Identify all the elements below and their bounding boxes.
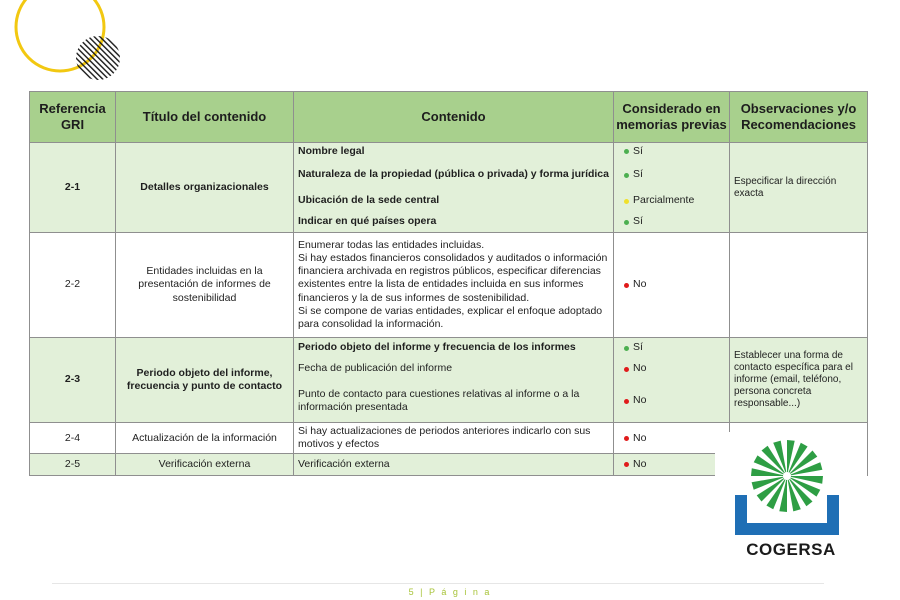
row-title: Actualización de la información bbox=[116, 423, 294, 454]
status-dot-icon bbox=[624, 220, 629, 225]
row-status bbox=[614, 233, 730, 338]
status-label: No bbox=[633, 394, 647, 407]
content-item: Naturaleza de la propiedad (pública o privada) y forma jurídica bbox=[298, 168, 609, 181]
row-status bbox=[614, 143, 730, 233]
row-ref: 2-4 bbox=[30, 423, 116, 454]
row-obs: Especificar la dirección exacta bbox=[730, 143, 868, 233]
row-content bbox=[294, 143, 614, 233]
status-item bbox=[614, 457, 729, 472]
status-dot-icon bbox=[624, 346, 629, 351]
content-line: Si se compone de varias entidades, explicar el enfoque adoptado para consolidad la información. bbox=[298, 304, 603, 330]
status-dot-icon bbox=[624, 283, 629, 288]
status-dot-icon bbox=[624, 173, 629, 178]
cogersa-logo bbox=[715, 432, 867, 562]
status-dot-icon bbox=[624, 399, 629, 404]
status-item bbox=[614, 380, 729, 422]
status-label: No bbox=[633, 431, 647, 444]
row-title: Detalles organizacionales bbox=[116, 143, 294, 233]
logo-wordmark: COGERSA bbox=[746, 540, 836, 559]
status-dot-icon bbox=[624, 367, 629, 372]
row-ref: 2-5 bbox=[30, 454, 116, 476]
status-item bbox=[614, 277, 729, 292]
content-item: Indicar en qué países opera bbox=[298, 215, 437, 228]
table-row bbox=[30, 338, 868, 423]
status-dot-icon bbox=[624, 462, 629, 467]
row-content: Verificación externa bbox=[294, 454, 614, 476]
status-item bbox=[614, 431, 729, 446]
row-status bbox=[614, 423, 730, 454]
status-item bbox=[614, 338, 729, 358]
content-item: Ubicación de la sede central bbox=[298, 194, 440, 207]
status-label: Sí bbox=[633, 215, 643, 228]
table-row bbox=[30, 143, 868, 233]
status-label: No bbox=[633, 278, 647, 291]
status-dot-icon bbox=[624, 436, 629, 441]
row-title: Verificación externa bbox=[116, 454, 294, 476]
row-ref: 2-3 bbox=[30, 338, 116, 423]
content-line: Enumerar todas las entidades incluidas. bbox=[298, 239, 485, 252]
gri-content-table bbox=[29, 91, 868, 476]
content-item: Punto de contacto para cuestiones relativas al informe o a la información presentada bbox=[298, 387, 580, 413]
status-label: Sí bbox=[633, 168, 643, 181]
header-title: Título del contenido bbox=[116, 92, 294, 143]
content-item: Fecha de publicación del informe bbox=[298, 362, 453, 375]
status-item bbox=[614, 143, 729, 160]
row-content bbox=[294, 233, 614, 338]
content-item: Nombre legal bbox=[298, 144, 365, 157]
row-ref: 2-2 bbox=[30, 233, 116, 338]
content-item: Periodo objeto del informe y frecuencia de los informes bbox=[298, 341, 576, 354]
emblem-center bbox=[783, 472, 791, 480]
status-item bbox=[614, 160, 729, 190]
status-label: Sí bbox=[633, 144, 643, 157]
row-status bbox=[614, 338, 730, 423]
header-obs: Observaciones y/o Recomendaciones bbox=[730, 92, 868, 143]
row-title: Periodo objeto del informe, frecuencia y punto de contacto bbox=[116, 338, 294, 423]
status-label: Sí bbox=[633, 341, 643, 354]
row-content: Si hay actualizaciones de periodos anteriores indicarlo con sus motivos y efectos bbox=[294, 423, 614, 454]
cogersa-emblem-icon bbox=[715, 432, 867, 540]
footer-divider bbox=[52, 583, 824, 584]
header-prev: Considerado en memorias previas bbox=[614, 92, 730, 143]
status-label: No bbox=[633, 362, 647, 375]
table-header-row bbox=[30, 92, 868, 143]
header-content: Contenido bbox=[294, 92, 614, 143]
row-ref: 2-1 bbox=[30, 143, 116, 233]
row-title: Entidades incluidas en la presentación de informes de sostenibilidad bbox=[116, 233, 294, 338]
status-item bbox=[614, 358, 729, 380]
status-dot-icon bbox=[624, 149, 629, 154]
row-content bbox=[294, 338, 614, 423]
row-obs bbox=[730, 233, 868, 338]
content-line: Si hay estados financieros consolidados y auditados o información financiera archivada en registros públicos, especificar diferencias existentes entre la lista de entidades incluida en sus informes financieros y la de sus informes de sostenibilidad. bbox=[298, 252, 608, 304]
table-row bbox=[30, 233, 868, 338]
status-item bbox=[614, 190, 729, 212]
header-ref: Referencia GRI bbox=[30, 92, 116, 143]
status-dot-icon bbox=[624, 199, 629, 204]
status-item bbox=[614, 212, 729, 232]
row-status bbox=[614, 454, 730, 476]
status-label: No bbox=[633, 458, 647, 471]
page-number: 5 | P á g i n a bbox=[408, 587, 492, 597]
status-label: Parcialmente bbox=[633, 194, 695, 207]
row-obs: Establecer una forma de contacto específica para el informe (email, teléfono, persona concreta responsable...) bbox=[730, 338, 868, 423]
